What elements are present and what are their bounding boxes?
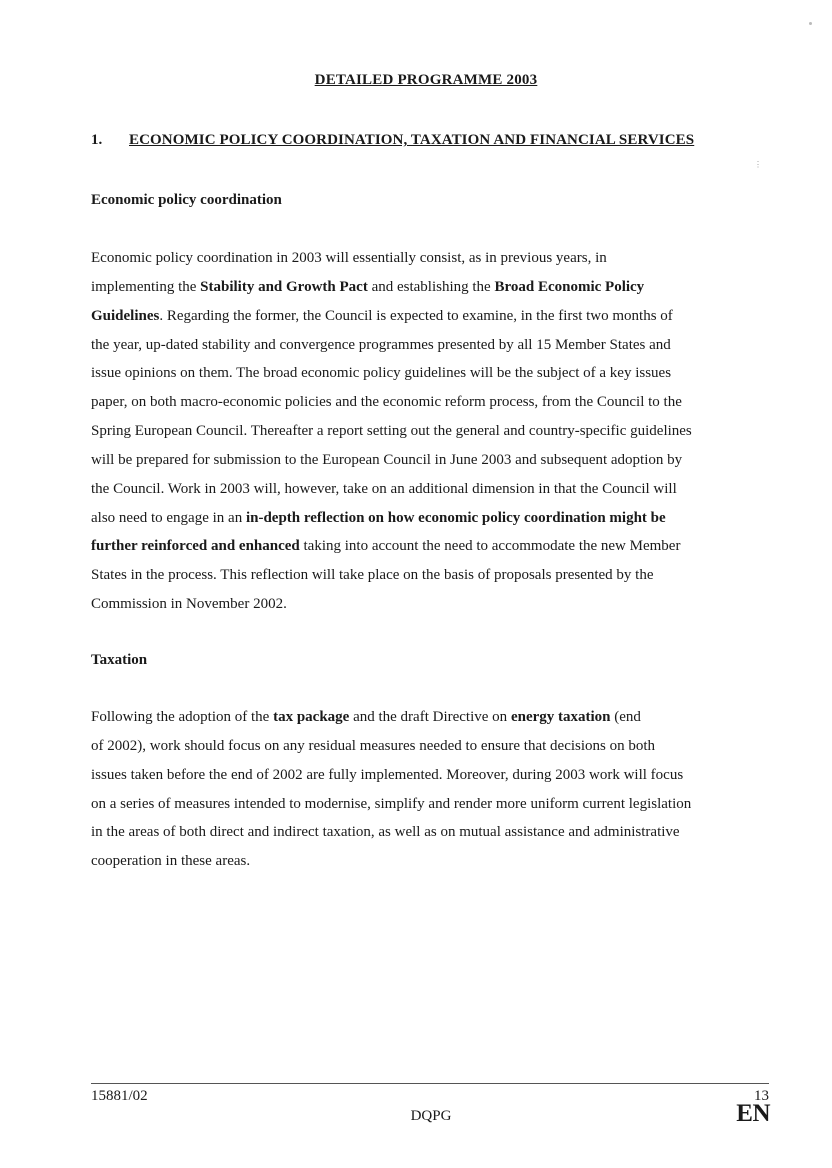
text-run: and establishing the <box>367 278 495 295</box>
paragraph-taxation <box>91 703 771 876</box>
section-number: 1. <box>91 132 103 148</box>
text-run: in the areas of both direct and indirect taxation, as well as on mutual assistance and administrative <box>91 824 680 841</box>
text-run: Commission in November 2002. <box>91 596 287 613</box>
text-run: taking into account the need to accommodate the new Member <box>299 538 681 555</box>
paragraph-line <box>91 703 771 732</box>
text-run: implementing the <box>91 278 201 295</box>
text-run: . Regarding the former, the Council is expected to examine, in the first two months of <box>159 307 673 324</box>
text-run: (end <box>610 709 641 725</box>
text-run: the year, up-dated stability and convergence programmes presented by all 15 Member States and <box>91 336 671 353</box>
bold-phrase: in-depth reflection on how economic policy coordination might be <box>245 509 666 526</box>
subheading-economic-policy: Economic policy coordination <box>91 192 282 208</box>
bold-phrase: Guidelines <box>91 307 160 324</box>
footer-department-code: DQPG <box>410 1108 452 1124</box>
bold-phrase: further reinforced and enhanced <box>91 538 300 555</box>
paragraph-line <box>91 446 771 475</box>
paragraph-line <box>91 273 771 302</box>
footer-language-code: EN <box>736 1100 770 1127</box>
text-run: cooperation in these areas. <box>91 853 251 870</box>
paragraph-line <box>91 417 771 446</box>
text-run: on a series of measures intended to modernise, simplify and render more uniform current legislation <box>91 795 692 812</box>
bold-phrase: tax package <box>273 709 350 725</box>
text-run: of 2002), work should focus on any residual measures needed to ensure that decisions on both <box>91 737 656 754</box>
paragraph-economic-policy <box>91 244 771 619</box>
subheading-taxation: Taxation <box>91 652 148 668</box>
paragraph-line <box>91 359 771 388</box>
text-run: paper, on both macro-economic policies and the economic reform process, from the Council to the <box>91 394 682 411</box>
text-run: issue opinions on them. The broad economic policy guidelines will be the subject of a key issues <box>91 365 672 382</box>
scan-speck <box>809 22 812 25</box>
footer-document-reference: 15881/02 <box>91 1088 148 1104</box>
text-run: Economic policy coordination in 2003 will essentially consist, as in previous years, in <box>91 250 607 266</box>
paragraph-line <box>91 302 771 331</box>
footer-divider <box>91 1083 769 1084</box>
footer-page-number: 13 <box>754 1088 769 1104</box>
bold-phrase: Stability and Growth Pact <box>200 278 368 295</box>
paragraph-line <box>91 790 771 819</box>
paragraph-line <box>91 561 771 590</box>
paragraph-line <box>91 847 771 876</box>
scan-speck-margin: ⋮ <box>754 160 762 169</box>
text-run: the Council. Work in 2003 will, however, take on an additional dimension in that the Council will <box>91 480 677 497</box>
paragraph-line <box>91 761 771 790</box>
paragraph-line <box>91 818 771 847</box>
paragraph-line <box>91 504 771 533</box>
paragraph-line <box>91 475 771 504</box>
paragraph-line <box>91 590 771 619</box>
paragraph-line <box>91 732 771 761</box>
text-run: States in the process. This reflection will take place on the basis of proposals presented by the <box>91 567 654 584</box>
section-title: ECONOMIC POLICY COORDINATION, TAXATION AND FINANCIAL SERVICES <box>129 132 695 148</box>
text-run: Spring European Council. Thereafter a report setting out the general and country-specific guidelines <box>91 423 692 440</box>
paragraph-line <box>91 388 771 417</box>
bold-phrase: energy taxation <box>510 709 611 725</box>
paragraph-line <box>91 244 771 273</box>
page-title: DETAILED PROGRAMME 2003 <box>314 72 538 88</box>
bold-phrase: Broad Economic Policy <box>494 278 645 295</box>
text-run: will be prepared for submission to the European Council in June 2003 and subsequent adoption by <box>91 451 683 468</box>
text-run: issues taken before the end of 2002 are fully implemented. Moreover, during 2003 work will focus <box>91 766 684 783</box>
text-run: Following the adoption of the <box>91 709 274 725</box>
paragraph-line <box>91 331 771 360</box>
text-run: and the draft Directive on <box>349 709 511 725</box>
section-heading <box>91 132 771 149</box>
text-run: also need to engage in an <box>91 509 246 526</box>
paragraph-line <box>91 532 771 561</box>
